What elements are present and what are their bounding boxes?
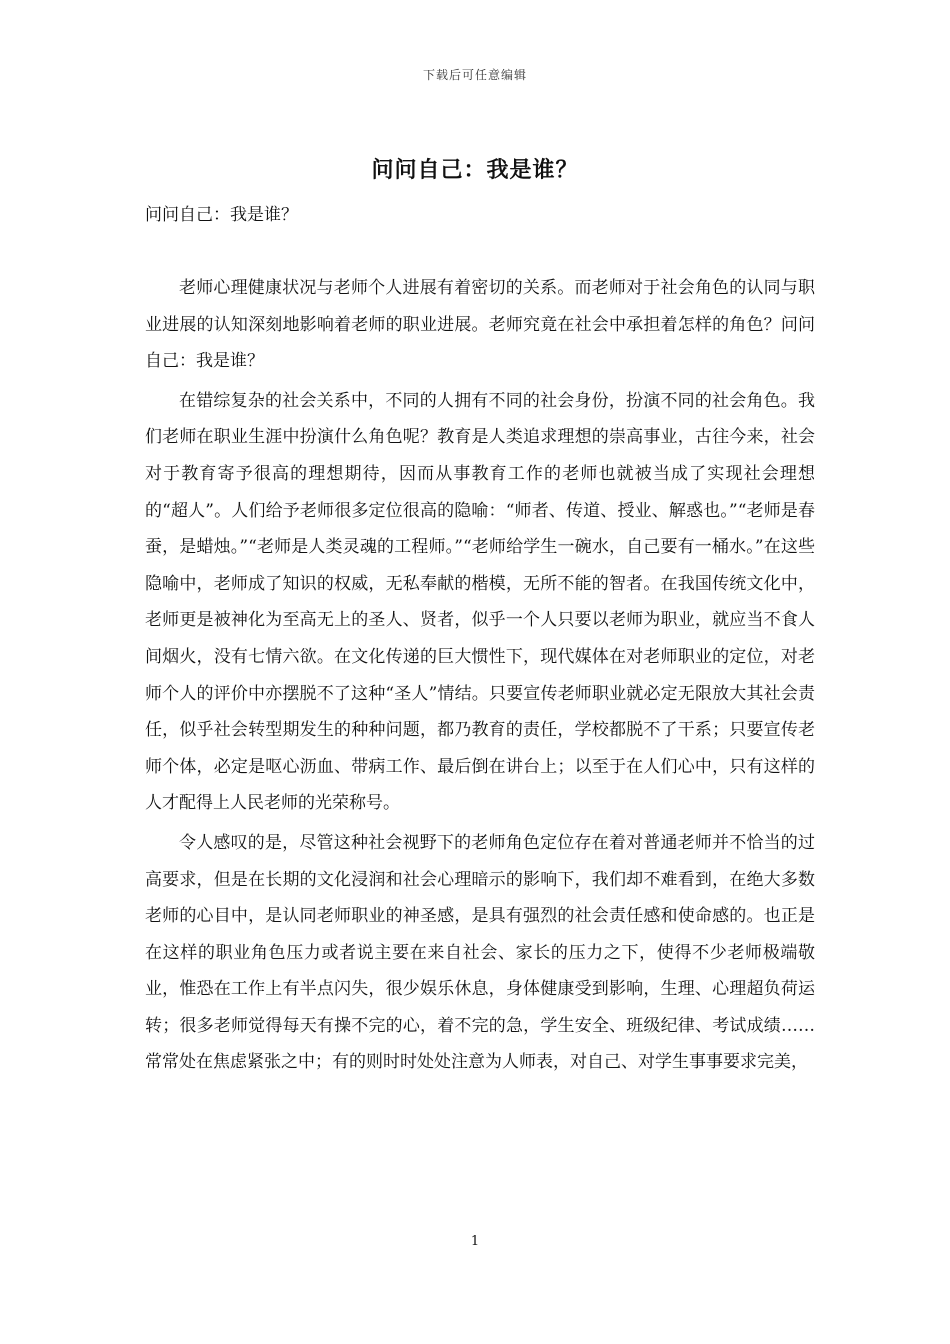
- paragraph: 令人感叹的是，尽管这种社会视野下的老师角色定位存在着对普通老师并不恰当的过高要求，但是在长期的文化浸润和社会心理暗示的影响下，我们却不难看到，在绝大多数老师的心目中，是认同老师职业的神圣感，是具有强烈的社会责任感和使命感的。也正是在这样的职业角色压力或者说主要在来自社会、家长的压力之下，使得不少老师极端敬业，惟恐在工作上有半点闪失，很少娱乐休息，身体健康受到影响，生理、心理超负荷运转；很多老师觉得每天有操不完的心，着不完的急，学生安全、班级纪律、考试成绩……常常处在焦虑紧张之中；有的则时时处处注意为人师表，对自己、对学生事事要求完美，: [145, 832, 815, 1073]
- paragraph: 老师心理健康状况与老师个人进展有着密切的关系。而老师对于社会角色的认同与职业进展的认知深刻地影响着老师的职业进展。老师究竟在社会中承担着怎样的角色？问问自己：我是谁？: [145, 278, 815, 372]
- document-title: 问问自己：我是谁？: [371, 157, 579, 183]
- document-subtitle: 问问自己：我是谁？: [145, 205, 298, 225]
- page-header-note: 下载后可任意编辑: [422, 68, 527, 82]
- document-body: [145, 270, 815, 1084]
- page-number: 1: [470, 1234, 480, 1249]
- paragraph: 在错综复杂的社会关系中，不同的人拥有不同的社会身份，扮演不同的社会角色。我们老师在职业生涯中扮演什么角色呢？教育是人类追求理想的崇高事业，古往今来，社会对于教育寄予很高的理想期待，因而从事教育工作的老师也就被当成了实现社会理想的“超人”。人们给予老师很多定位很高的隐喻：“师者、传道、授业、解惑也。”“老师是春蚕，是蜡烛。”“老师是人类灵魂的工程师。”“老师给学生一碗水，自己要有一桶水。”在这些隐喻中，老师成了知识的权威，无私奉献的楷模，无所不能的智者。在我国传统文化中，老师更是被神化为至高无上的圣人、贤者，似乎一个人只要以老师为职业，就应当不食人间烟火，没有七情六欲。在文化传递的巨大惯性下，现代媒体在对老师职业的定位，对老师个人的评价中亦摆脱不了这种“圣人”情结。只要宣传老师职业就必定无限放大其社会责任，似乎社会转型期发生的种种问题，都乃教育的责任，学校都脱不了干系；只要宣传老师个体，必定是呕心沥血、带病工作、最后倒在讲台上；以至于在人们心中，只有这样的人才配得上人民老师的光荣称号。: [145, 390, 815, 814]
